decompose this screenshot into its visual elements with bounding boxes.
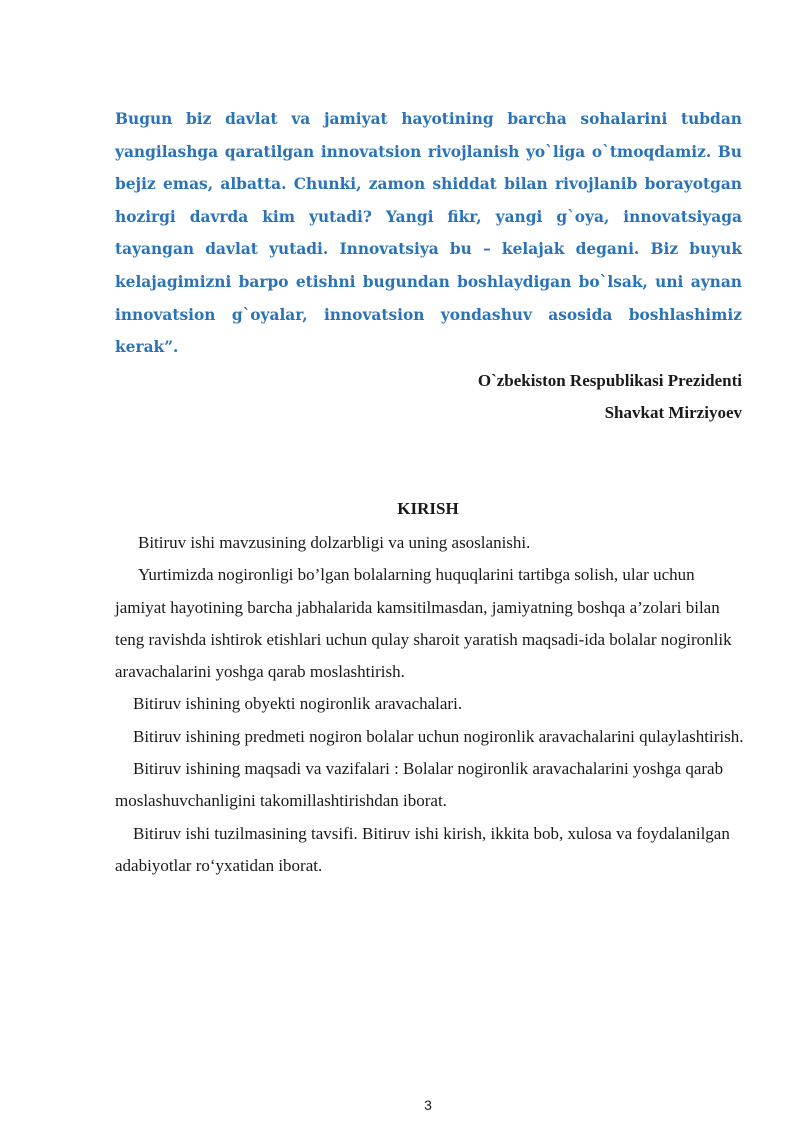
paragraph-background: Yurtimizda nogironligi bo’lgan bolalarning huquqlarini tartibga solish, ular uchun jamiyat hayotining barcha jabhalarida kamsitilmasdan, jamiyatning boshqa a’zolari bilan teng ravishda ishtirok etishlari uchun qulay sharoit yaratish maqsadi-ida bolalar nogironlik aravachalarini yoshga qarab moslashtirish. (115, 565, 732, 682)
paragraph-object: Bitiruv ishining obyekti nogironlik aravachalari. (133, 694, 463, 714)
section-heading: KIRISH (397, 499, 459, 518)
attribution-name: Shavkat Mirziyoev (604, 403, 742, 422)
epigraph-quote: Bugun biz davlat va jamiyat hayotining barcha sohalarini tubdan yangilashga qaratilgan innovatsion rivojlanish yo`liga o`tmoqdamiz. Bu bejiz emas, albatta. Chunki, zamon shiddat bilan rivojlanib borayotgan hozirgi davrda kim yutadi? Yangi fikr, yangi g`oya, innovatsiyaga tayangan davlat yutadi. Innovatsiya bu – kelajak degani. Biz buyuk kelajagimizni barpo etishni bugundan boshlaydigan bo`lsak, uni aynan innovatsion g`oyalar, innovatsion yondashuv asosida boshlashimiz kerak”. (115, 110, 742, 357)
introduction-body (115, 527, 745, 882)
attribution-title: O`zbekiston Respublikasi Prezidenti (477, 371, 742, 390)
paragraph-subject: Bitiruv ishining predmeti nogiron bolalar uchun nogironlik aravachalarini qulaylashtirish. (133, 726, 744, 746)
quote-attribution (478, 365, 742, 429)
paragraph-relevance: Bitiruv ishi mavzusining dolzarbligi va uning asoslanishi. (138, 533, 531, 552)
paragraph-goals: Bitiruv ishining maqsadi va vazifalari : Bolalar nogironlik aravachalarini yoshga qarab moslashuvchanligini takomillashtirishdan iborat. (115, 759, 724, 811)
paragraph-structure: Bitiruv ishi tuzilmasining tavsifi. Bitiruv ishi kirish, ikkita bob, xulosa va foydalanilgan adabiyotlar ro‘yxatidan iborat. (115, 823, 730, 875)
page-number: 3 (424, 1097, 432, 1113)
